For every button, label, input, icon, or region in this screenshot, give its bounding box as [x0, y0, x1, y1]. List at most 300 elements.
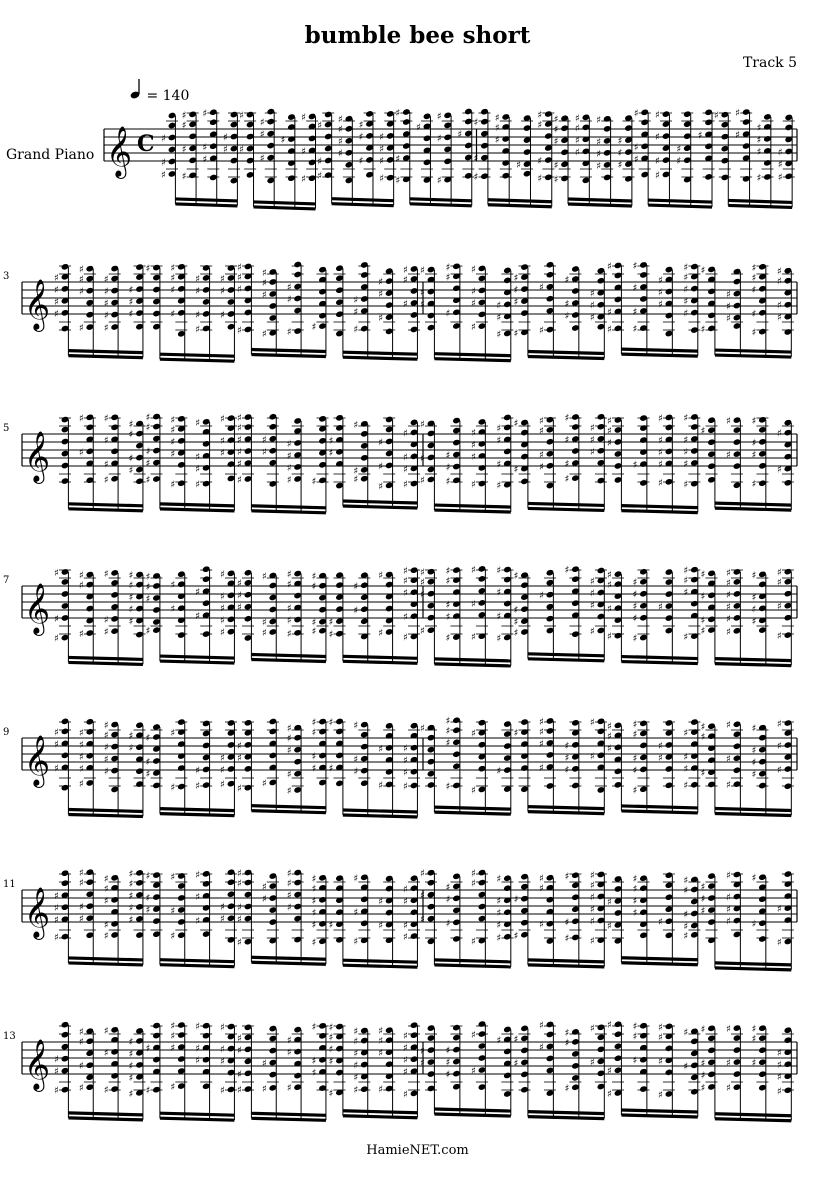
sharp-icon: ♯ [496, 920, 502, 932]
sharp-icon: ♯ [589, 312, 595, 324]
sharp-icon: ♯ [78, 1083, 84, 1095]
sharp-icon: ♯ [403, 755, 408, 767]
beam [434, 960, 510, 962]
sharp-icon: ♯ [103, 742, 109, 754]
sharp-icon: ♯ [103, 435, 109, 447]
sharp-icon: ♯ [553, 114, 559, 126]
sharp-icon: ♯ [103, 919, 109, 931]
beam [648, 205, 712, 207]
sharp-icon: ♯ [725, 626, 731, 638]
sharp-icon: ♯ [358, 119, 364, 131]
beam [332, 199, 394, 201]
sharp-icon: ♯ [353, 873, 359, 885]
sharp-icon: ♯ [751, 616, 757, 628]
sharp-icon: ♯ [328, 1032, 334, 1044]
sharp-icon: ♯ [403, 264, 408, 276]
sharp-icon: ♯ [54, 296, 59, 308]
sharp-icon: ♯ [78, 447, 84, 459]
sharp-icon: ♯ [195, 309, 201, 321]
sharp-icon: ♯ [78, 1037, 84, 1049]
beam [343, 815, 418, 817]
sharp-icon: ♯ [655, 110, 660, 122]
beam [343, 810, 418, 812]
sharp-icon: ♯ [103, 568, 109, 580]
sharp-icon: ♯ [237, 578, 242, 590]
sharp-icon: ♯ [725, 289, 731, 301]
sharp-icon: ♯ [239, 144, 244, 156]
sharp-icon: ♯ [103, 720, 109, 732]
sharp-icon: ♯ [589, 300, 595, 312]
sharp-icon: ♯ [420, 723, 425, 735]
sharp-icon: ♯ [379, 173, 385, 185]
sharp-icon: ♯ [607, 1020, 612, 1032]
sharp-icon: ♯ [751, 723, 757, 735]
sharp-icon: ♯ [78, 914, 84, 926]
sharp-icon: ♯ [403, 1055, 408, 1067]
sharp-icon: ♯ [596, 148, 602, 160]
sharp-icon: ♯ [445, 308, 451, 320]
sharp-icon: ♯ [683, 284, 689, 296]
beam [528, 503, 604, 505]
sharp-icon: ♯ [445, 1069, 451, 1081]
sharp-icon: ♯ [496, 1035, 502, 1047]
beam [434, 659, 510, 661]
sharp-icon: ♯ [145, 571, 151, 583]
sharp-icon: ♯ [470, 564, 476, 576]
sharp-icon: ♯ [445, 462, 451, 474]
sharp-icon: ♯ [128, 1072, 134, 1084]
sharp-icon: ♯ [445, 450, 451, 462]
sharp-icon: ♯ [237, 783, 242, 795]
sharp-icon: ♯ [195, 285, 201, 297]
sharp-icon: ♯ [537, 110, 543, 122]
sharp-icon: ♯ [683, 565, 689, 577]
measure-number: 7 [3, 575, 10, 586]
sharp-icon: ♯ [403, 566, 408, 578]
beam [728, 205, 792, 207]
sharp-icon: ♯ [170, 905, 176, 917]
beam [68, 657, 143, 659]
beam [343, 965, 418, 967]
sharp-icon: ♯ [513, 1058, 519, 1070]
sharp-icon: ♯ [683, 930, 689, 942]
sharp-icon: ♯ [170, 436, 176, 448]
sharp-icon: ♯ [657, 459, 663, 471]
sharp-icon: ♯ [220, 779, 225, 791]
sharp-icon: ♯ [445, 882, 451, 894]
sharp-icon: ♯ [353, 474, 359, 486]
sharp-icon: ♯ [420, 914, 425, 926]
sharp-icon: ♯ [145, 871, 151, 883]
sharp-icon: ♯ [145, 905, 151, 917]
sharp-icon: ♯ [538, 590, 544, 602]
sharp-icon: ♯ [683, 479, 689, 491]
sharp-icon: ♯ [513, 328, 519, 340]
treble-clef-icon: 𝄞 [24, 583, 51, 634]
sharp-icon: ♯ [553, 174, 559, 186]
sharp-icon: ♯ [589, 1023, 595, 1035]
beam [68, 814, 143, 816]
beam [528, 965, 604, 967]
sharp-icon: ♯ [617, 148, 623, 160]
sharp-icon: ♯ [683, 1027, 689, 1039]
sharp-icon: ♯ [496, 312, 502, 324]
sharp-icon: ♯ [222, 132, 228, 144]
sharp-icon: ♯ [353, 1026, 359, 1038]
sharp-icon: ♯ [776, 577, 782, 589]
sharp-icon: ♯ [78, 902, 84, 914]
sharp-icon: ♯ [657, 447, 663, 459]
sharp-icon: ♯ [311, 895, 317, 907]
sharp-icon: ♯ [683, 921, 689, 933]
beam [254, 207, 316, 209]
sharp-icon: ♯ [78, 878, 84, 890]
sharp-icon: ♯ [420, 475, 425, 487]
sharp-icon: ♯ [103, 730, 109, 742]
sharp-icon: ♯ [657, 435, 663, 447]
sharp-icon: ♯ [261, 434, 267, 446]
score-title: bumble bee short [304, 22, 531, 49]
sharp-icon: ♯ [445, 918, 451, 930]
beam [715, 350, 791, 352]
sharp-icon: ♯ [128, 878, 134, 890]
sharp-icon: ♯ [700, 324, 706, 336]
sharp-icon: ♯ [103, 413, 109, 425]
sharp-icon: ♯ [54, 932, 59, 944]
beam [343, 1111, 418, 1113]
sharp-icon: ♯ [607, 1089, 612, 1101]
sharp-icon: ♯ [513, 273, 519, 285]
sharp-icon: ♯ [170, 262, 176, 274]
sharp-icon: ♯ [261, 289, 267, 301]
beam [715, 968, 791, 970]
beam [434, 1109, 510, 1111]
sharp-icon: ♯ [564, 917, 570, 929]
sharp-icon: ♯ [128, 616, 134, 628]
sharp-icon: ♯ [237, 590, 242, 602]
sharp-icon: ♯ [403, 1089, 408, 1101]
sharp-icon: ♯ [470, 286, 476, 298]
sharp-icon: ♯ [195, 417, 201, 429]
sharp-icon: ♯ [496, 329, 502, 341]
sharp-icon: ♯ [777, 159, 783, 171]
beam [434, 1114, 510, 1116]
beam [715, 809, 791, 811]
sharp-icon: ♯ [496, 459, 502, 471]
sharp-icon: ♯ [328, 1044, 334, 1056]
sharp-icon: ♯ [513, 1034, 519, 1046]
beam [434, 807, 510, 809]
sharp-icon: ♯ [538, 883, 544, 895]
sharp-icon: ♯ [103, 1025, 109, 1037]
beam [68, 351, 143, 353]
sharp-icon: ♯ [328, 1022, 334, 1034]
sharp-icon: ♯ [195, 1021, 201, 1033]
sharp-icon: ♯ [725, 892, 731, 904]
sharp-icon: ♯ [700, 722, 706, 734]
sharp-icon: ♯ [676, 156, 682, 168]
sharp-icon: ♯ [311, 937, 317, 949]
sharp-icon: ♯ [683, 272, 689, 284]
sharp-icon: ♯ [751, 449, 757, 461]
beam [528, 812, 604, 814]
sharp-icon: ♯ [751, 745, 757, 757]
sharp-icon: ♯ [403, 932, 408, 944]
sharp-icon: ♯ [751, 592, 757, 604]
sharp-icon: ♯ [170, 1082, 176, 1094]
sharp-icon: ♯ [54, 633, 59, 645]
sharp-icon: ♯ [683, 446, 689, 458]
sharp-icon: ♯ [286, 1083, 292, 1095]
beam [160, 359, 235, 361]
sharp-icon: ♯ [311, 883, 317, 895]
sharp-icon: ♯ [311, 763, 317, 775]
sharp-icon: ♯ [195, 587, 201, 599]
sharp-icon: ♯ [657, 1032, 663, 1044]
sharp-icon: ♯ [145, 1085, 151, 1097]
sharp-icon: ♯ [395, 154, 401, 166]
sharp-icon: ♯ [358, 155, 364, 167]
beam [528, 654, 604, 656]
sharp-icon: ♯ [128, 465, 134, 477]
sharp-icon: ♯ [145, 422, 151, 434]
sharp-icon: ♯ [403, 743, 408, 755]
sharp-icon: ♯ [632, 460, 638, 472]
sharp-icon: ♯ [195, 451, 201, 463]
beam [621, 662, 697, 664]
sharp-icon: ♯ [378, 920, 384, 932]
sharp-icon: ♯ [655, 156, 660, 168]
sharp-icon: ♯ [416, 122, 421, 134]
sharp-icon: ♯ [657, 287, 663, 299]
sharp-icon: ♯ [553, 160, 559, 172]
beam [343, 352, 418, 354]
sharp-icon: ♯ [403, 896, 408, 908]
sharp-icon: ♯ [237, 272, 242, 284]
sharp-icon: ♯ [751, 415, 757, 427]
sharp-icon: ♯ [683, 575, 689, 587]
sharp-icon: ♯ [78, 739, 84, 751]
sharp-icon: ♯ [457, 129, 463, 141]
sharp-icon: ♯ [286, 282, 292, 294]
sharp-icon: ♯ [632, 589, 638, 601]
sharp-icon: ♯ [751, 262, 757, 274]
sharp-icon: ♯ [128, 297, 134, 309]
sharp-icon: ♯ [128, 1036, 134, 1048]
sharp-icon: ♯ [725, 613, 731, 625]
sharp-icon: ♯ [513, 930, 519, 942]
sharp-icon: ♯ [195, 765, 201, 777]
sharp-icon: ♯ [311, 476, 317, 488]
sharp-icon: ♯ [328, 1056, 334, 1068]
sharp-icon: ♯ [286, 723, 292, 735]
sharp-icon: ♯ [494, 122, 500, 134]
sharp-icon: ♯ [632, 1055, 638, 1067]
sharp-icon: ♯ [220, 914, 225, 926]
sharp-icon: ♯ [317, 120, 323, 132]
measure-number: 11 [3, 879, 16, 890]
sharp-icon: ♯ [128, 890, 134, 902]
sharp-icon: ♯ [607, 307, 612, 319]
sharp-icon: ♯ [683, 434, 689, 446]
sharp-icon: ♯ [353, 581, 359, 593]
sharp-icon: ♯ [202, 142, 208, 154]
sharp-icon: ♯ [632, 282, 638, 294]
sharp-icon: ♯ [632, 908, 638, 920]
beam [160, 354, 235, 356]
beam [621, 349, 697, 351]
sharp-icon: ♯ [538, 873, 544, 885]
beam [175, 199, 237, 201]
sharp-icon: ♯ [513, 285, 519, 297]
sharp-icon: ♯ [202, 154, 208, 166]
sharp-icon: ♯ [286, 579, 292, 591]
sharp-icon: ♯ [725, 780, 731, 792]
beam [68, 963, 143, 965]
sharp-icon: ♯ [237, 1085, 242, 1097]
beam [434, 812, 510, 814]
sharp-icon: ♯ [470, 298, 476, 310]
sharp-icon: ♯ [54, 1085, 59, 1097]
beam [728, 200, 792, 202]
sharp-icon: ♯ [261, 778, 267, 790]
sharp-icon: ♯ [378, 1084, 384, 1096]
sharp-icon: ♯ [311, 581, 317, 593]
sharp-icon: ♯ [776, 428, 782, 440]
sharp-icon: ♯ [353, 1060, 359, 1072]
sharp-icon: ♯ [220, 448, 225, 460]
measure-number: 3 [3, 271, 10, 282]
sharp-icon: ♯ [328, 1088, 334, 1100]
sharp-icon: ♯ [676, 144, 682, 156]
sharp-icon: ♯ [280, 135, 286, 147]
beam [343, 501, 418, 503]
sharp-icon: ♯ [607, 631, 612, 643]
sharp-icon: ♯ [470, 439, 476, 451]
sharp-icon: ♯ [445, 476, 451, 488]
sharp-icon: ♯ [286, 868, 292, 880]
beam [434, 359, 510, 361]
sharp-icon: ♯ [403, 298, 408, 310]
sharp-icon: ♯ [725, 301, 731, 313]
sharp-icon: ♯ [751, 1034, 757, 1046]
sharp-icon: ♯ [776, 300, 782, 312]
sharp-icon: ♯ [54, 763, 59, 775]
sharp-icon: ♯ [195, 1055, 201, 1067]
sharp-icon: ♯ [445, 262, 451, 274]
sharp-icon: ♯ [776, 741, 782, 753]
treble-clef-icon: 𝄞 [106, 126, 133, 177]
sharp-icon: ♯ [657, 413, 663, 425]
sharp-icon: ♯ [78, 778, 84, 790]
sharp-icon: ♯ [607, 415, 612, 427]
sharp-icon: ♯ [470, 936, 476, 948]
sharp-icon: ♯ [311, 571, 317, 583]
sharp-icon: ♯ [436, 111, 442, 123]
sharp-icon: ♯ [78, 570, 84, 582]
sharp-icon: ♯ [170, 1043, 176, 1055]
sharp-icon: ♯ [420, 453, 425, 465]
sharp-icon: ♯ [317, 156, 323, 168]
beam [160, 661, 235, 663]
sharp-icon: ♯ [470, 728, 476, 740]
sharp-icon: ♯ [564, 474, 570, 486]
sharp-icon: ♯ [220, 309, 225, 321]
sharp-icon: ♯ [725, 577, 731, 589]
sharp-icon: ♯ [145, 263, 151, 275]
sharp-icon: ♯ [128, 453, 134, 465]
sharp-icon: ♯ [632, 785, 638, 797]
sharp-icon: ♯ [286, 890, 292, 902]
sharp-icon: ♯ [632, 765, 638, 777]
sharp-icon: ♯ [103, 310, 109, 322]
sharp-icon: ♯ [286, 438, 292, 450]
sharp-icon: ♯ [725, 1083, 731, 1095]
sharp-icon: ♯ [516, 160, 521, 172]
sharp-icon: ♯ [311, 727, 317, 739]
sharp-icon: ♯ [420, 577, 425, 589]
beam [254, 202, 316, 204]
sharp-icon: ♯ [286, 1047, 292, 1059]
sharp-icon: ♯ [261, 267, 267, 279]
sharp-icon: ♯ [237, 435, 242, 447]
sharp-icon: ♯ [589, 870, 595, 882]
sharp-icon: ♯ [683, 885, 689, 897]
beam [160, 965, 235, 967]
sharp-icon: ♯ [145, 446, 151, 458]
beam [621, 811, 697, 813]
sharp-icon: ♯ [195, 273, 201, 285]
sharp-icon: ♯ [337, 136, 343, 148]
sharp-icon: ♯ [328, 920, 334, 932]
sharp-icon: ♯ [328, 763, 334, 775]
sharp-icon: ♯ [403, 781, 408, 793]
sharp-icon: ♯ [751, 479, 757, 491]
sharp-icon: ♯ [403, 1031, 408, 1043]
sharp-icon: ♯ [128, 309, 134, 321]
beam [68, 809, 143, 811]
sharp-icon: ♯ [403, 274, 408, 286]
sharp-icon: ♯ [776, 719, 782, 731]
sharp-icon: ♯ [54, 284, 59, 296]
sharp-icon: ♯ [161, 133, 166, 145]
sharp-icon: ♯ [725, 720, 731, 732]
sharp-icon: ♯ [683, 458, 689, 470]
sharp-icon: ♯ [170, 284, 176, 296]
sharp-icon: ♯ [220, 902, 225, 914]
beam [715, 1114, 791, 1116]
beam [488, 205, 552, 207]
sharp-icon: ♯ [317, 171, 323, 183]
sharp-icon: ♯ [751, 604, 757, 616]
sharp-icon: ♯ [470, 1066, 476, 1078]
sharp-icon: ♯ [403, 479, 408, 491]
sharp-icon: ♯ [286, 294, 292, 306]
sharp-icon: ♯ [513, 464, 519, 476]
sharp-icon: ♯ [195, 1043, 201, 1055]
sharp-icon: ♯ [403, 920, 408, 932]
sharp-icon: ♯ [496, 480, 502, 492]
sharp-icon: ♯ [632, 260, 638, 272]
sharp-icon: ♯ [170, 782, 176, 794]
sharp-icon: ♯ [632, 306, 638, 318]
sharp-icon: ♯ [470, 427, 476, 439]
sharp-icon: ♯ [553, 136, 559, 148]
sharp-icon: ♯ [496, 766, 502, 778]
sharp-icon: ♯ [470, 868, 476, 880]
sharp-icon: ♯ [128, 419, 134, 431]
treble-clef-icon: 𝄞 [24, 735, 51, 786]
